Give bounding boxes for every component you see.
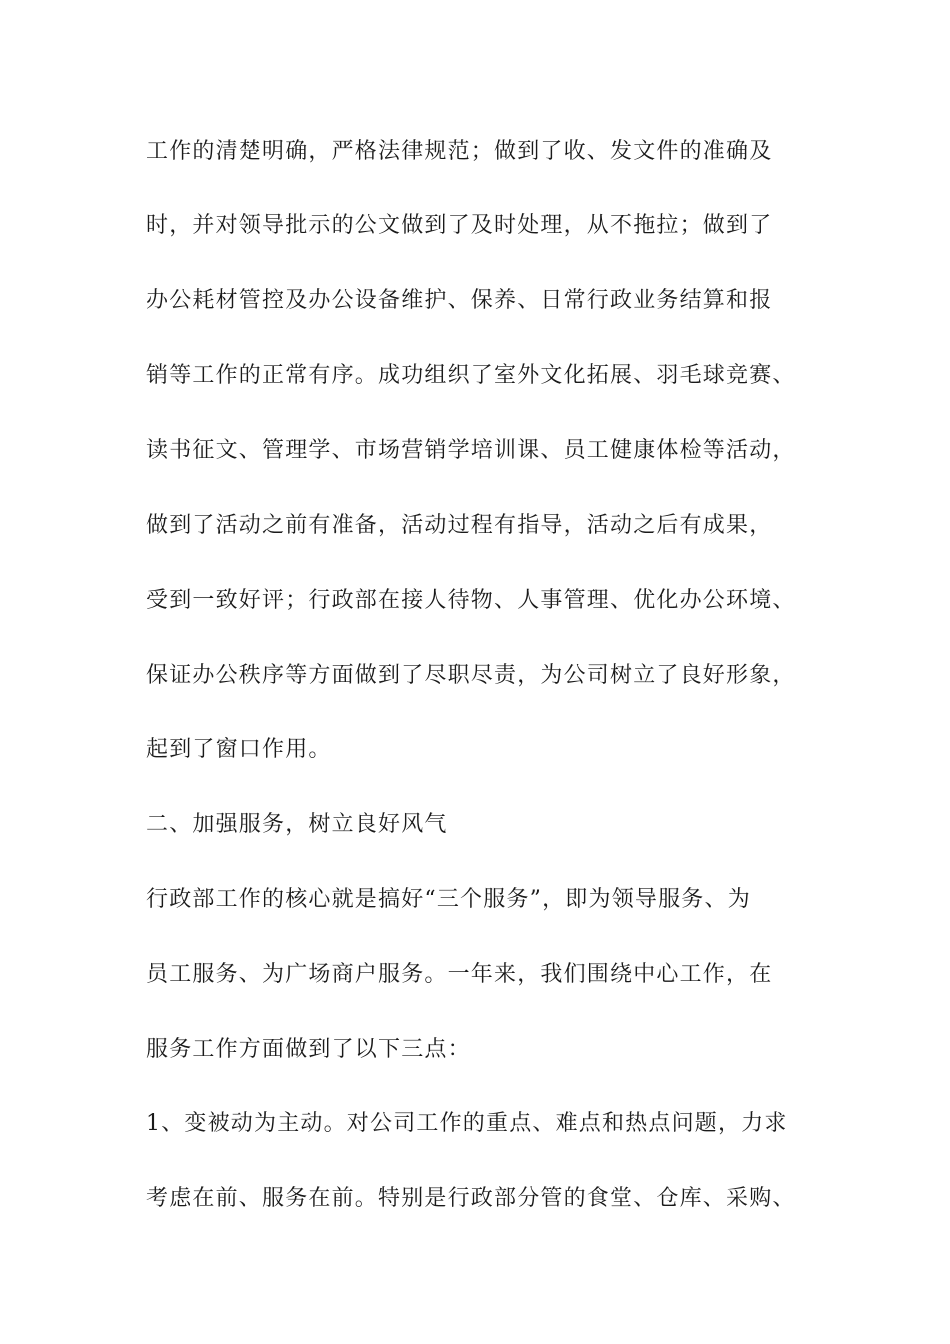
text-line: 服务工作方面做到了以下三点： bbox=[146, 1037, 471, 1062]
text-line: 受到一致好评；行政部在接人待物、人事管理、优化办公环境、 bbox=[146, 588, 796, 613]
section-heading: 二、加强服务，树立良好风气 bbox=[146, 812, 448, 837]
text-line: 员工服务、为广场商户服务。一年来，我们围绕中心工作，在 bbox=[146, 962, 773, 987]
text-line: 读书征文、管理学、市场营销学培训课、员工健康体检等活动， bbox=[146, 438, 796, 463]
text-line: 办公耗材管控及办公设备维护、保养、日常行政业务结算和报 bbox=[146, 288, 773, 313]
text-line: 1、变被动为主动。对公司工作的重点、难点和热点问题，力求 bbox=[146, 1111, 788, 1136]
text-line: 销等工作的正常有序。成功组织了室外文化拓展、羽毛球竞赛、 bbox=[146, 363, 796, 388]
text-line: 时，并对领导批示的公文做到了及时处理，从不拖拉；做到了 bbox=[146, 213, 773, 238]
text-line: 做到了活动之前有准备，活动过程有指导，活动之后有成果， bbox=[146, 513, 773, 538]
text-line: 考虑在前、服务在前。特别是行政部分管的食堂、仓库、采购、 bbox=[146, 1186, 796, 1211]
text-line: 保证办公秩序等方面做到了尽职尽责，为公司树立了良好形象， bbox=[146, 663, 796, 688]
text-line: 工作的清楚明确，严格法律规范；做到了收、发文件的准确及 bbox=[146, 139, 773, 164]
text-line: 行政部工作的核心就是搞好“三个服务”，即为领导服务、为 bbox=[146, 887, 751, 912]
text-line: 起到了窗口作用。 bbox=[146, 737, 332, 762]
